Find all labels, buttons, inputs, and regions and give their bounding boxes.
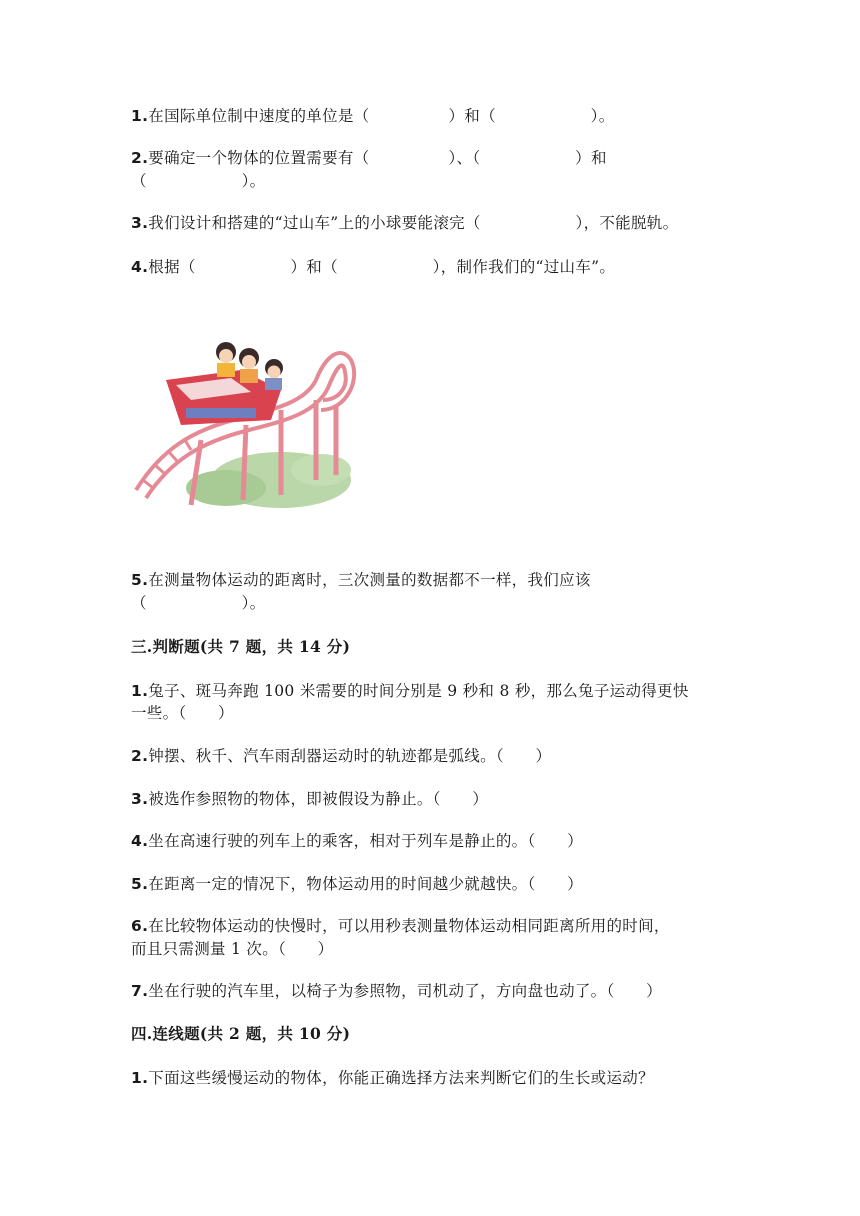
item-text: 根据（ ）和（ ），制作我们的“过山车”。 xyxy=(148,258,616,276)
item-number: 3. xyxy=(131,214,149,232)
section-heading-matching: 四.连线题(共 2 题，共 10 分) xyxy=(131,1024,351,1043)
item-text: 在比较物体运动的快慢时，可以用秒表测量物体运动相同距离所用的时间， xyxy=(148,917,670,935)
judge-item-6 xyxy=(131,915,670,937)
roller-coaster-illustration xyxy=(131,330,371,510)
judge-item-2 xyxy=(131,745,551,767)
item-number: 3. xyxy=(131,790,149,808)
item-number: 1. xyxy=(131,107,149,125)
item-number: 1. xyxy=(131,1069,149,1087)
section-heading-judge: 三.判断题(共 7 题，共 14 分) xyxy=(131,637,351,656)
item-number: 7. xyxy=(131,982,149,1000)
fill-item-3 xyxy=(131,212,678,234)
item-text: 一些。（ ） xyxy=(131,704,234,722)
judge-item-4 xyxy=(131,830,583,852)
item-text: 要确定一个物体的位置需要有（ ）、（ ）和 xyxy=(148,149,607,167)
fill-item-5-cont xyxy=(131,592,265,614)
item-text: 兔子、斑马奔跑 100 米需要的时间分别是 9 秒和 8 秒，那么兔子运动得更快 xyxy=(148,682,689,700)
fill-item-5 xyxy=(131,569,591,591)
item-text: 在国际单位制中速度的单位是（ ）和（ ）。 xyxy=(148,107,615,125)
item-text: 我们设计和搭建的“过山车”上的小球要能滚完（ ），不能脱轨。 xyxy=(148,214,679,232)
judge-item-7 xyxy=(131,980,662,1002)
grass-shape xyxy=(291,454,351,486)
fill-item-4 xyxy=(131,256,615,278)
judge-item-3 xyxy=(131,788,488,810)
judge-item-5 xyxy=(131,873,583,895)
item-text: 坐在行驶的汽车里，以椅子为参照物，司机动了，方向盘也动了。（ ） xyxy=(148,982,662,1000)
item-number: 6. xyxy=(131,917,149,935)
item-number: 5. xyxy=(131,571,149,589)
item-text: 钟摆、秋千、汽车雨刮器运动时的轨迹都是弧线。（ ） xyxy=(148,747,552,765)
track-ties xyxy=(143,440,191,488)
judge-item-1 xyxy=(131,680,689,702)
fill-item-1 xyxy=(131,105,615,127)
fill-item-2 xyxy=(131,147,607,169)
item-text: 被选作参照物的物体，即被假设为静止。（ ） xyxy=(148,790,489,808)
fill-item-2-cont xyxy=(131,170,265,192)
item-text: （ ）。 xyxy=(131,594,266,612)
item-number: 2. xyxy=(131,149,149,167)
item-text: 而且只需测量 1 次。（ ） xyxy=(131,940,334,958)
matching-item-1 xyxy=(131,1067,654,1089)
coaster-car xyxy=(166,370,281,425)
item-text: 在测量物体运动的距离时，三次测量的数据都不一样，我们应该 xyxy=(148,571,591,589)
item-number: 4. xyxy=(131,258,149,276)
item-number: 2. xyxy=(131,747,149,765)
item-text: （ ）。 xyxy=(131,172,266,190)
item-text: 坐在高速行驶的列车上的乘客，相对于列车是静止的。（ ） xyxy=(148,832,583,850)
item-text: 在距离一定的情况下，物体运动用的时间越少就越快。（ ） xyxy=(148,875,583,893)
judge-item-1-cont xyxy=(131,702,234,724)
judge-item-6-cont xyxy=(131,938,333,960)
item-number: 5. xyxy=(131,875,149,893)
item-text: 下面这些缓慢运动的物体，你能正确选择方法来判断它们的生长或运动？ xyxy=(148,1069,654,1087)
item-number: 1. xyxy=(131,682,149,700)
item-number: 4. xyxy=(131,832,149,850)
